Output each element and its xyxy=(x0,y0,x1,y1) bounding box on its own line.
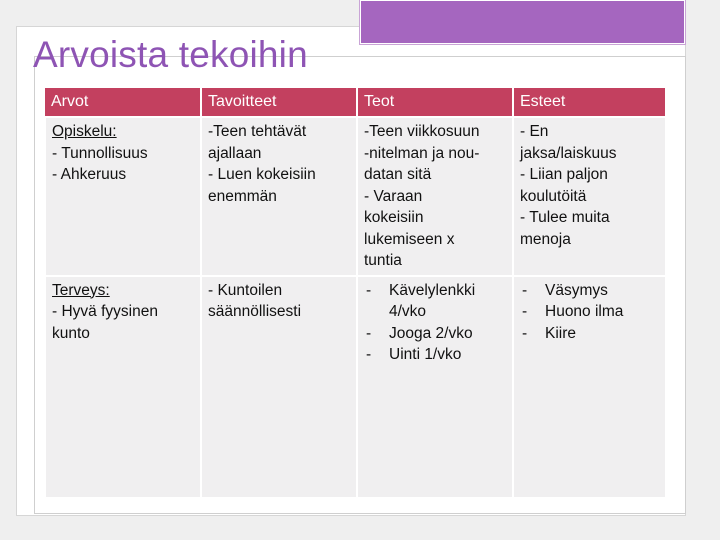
cell-line: -Teen viikkosuun xyxy=(364,123,480,140)
cell-line: menoja xyxy=(520,230,571,248)
dash-list xyxy=(364,280,506,366)
cell-line: ajallaan xyxy=(208,144,262,162)
cell-line: - Tunnollisuus xyxy=(52,144,148,162)
cell-line: - Kuntoilen xyxy=(208,281,283,299)
cell-line: enemmän xyxy=(208,187,277,205)
cell-line: -Teen tehtävät xyxy=(208,123,307,140)
table-row xyxy=(45,276,666,498)
cell-tavoitteet xyxy=(201,276,357,498)
list-item-text: Kävelylenkki xyxy=(389,281,476,299)
cell-line: - Luen kokeisiin xyxy=(208,166,316,183)
list-item xyxy=(364,280,506,323)
cell-line: koulutöitä xyxy=(520,187,587,205)
cell-esteet xyxy=(513,117,666,276)
list-item: - Huono ilma xyxy=(520,301,659,323)
cell-line: - Tulee muita xyxy=(520,209,610,226)
values-table xyxy=(44,88,667,499)
cell-line: tuntia xyxy=(364,252,402,269)
header-tavoitteet: Tavoitteet xyxy=(201,88,357,117)
slide-title: Arvoista tekoihin xyxy=(33,34,308,75)
cell-line: - Liian paljon xyxy=(520,166,608,183)
cell-tavoitteet xyxy=(201,117,357,276)
category-label: Opiskelu: xyxy=(52,123,117,140)
list-item: - Kiire xyxy=(520,323,659,345)
cell-arvot xyxy=(45,276,201,498)
cell-teot xyxy=(357,117,513,276)
cell-line: - Ahkeruus xyxy=(52,166,127,183)
cell-esteet xyxy=(513,276,666,498)
accent-bar xyxy=(360,0,685,44)
category-label: Terveys: xyxy=(52,281,110,299)
list-item: - Uinti 1/vko xyxy=(364,344,506,366)
cell-line: - Hyvä fyysinen xyxy=(52,303,158,320)
list-item: - Jooga 2/vko xyxy=(364,323,506,345)
dash-list xyxy=(520,280,659,345)
cell-line: - En xyxy=(520,123,549,140)
cell-line: lukemiseen x xyxy=(364,230,455,248)
header-row xyxy=(45,88,666,117)
header-teot: Teot xyxy=(357,88,513,117)
cell-arvot xyxy=(45,117,201,276)
cell-line: säännöllisesti xyxy=(208,303,302,320)
table-row xyxy=(45,117,666,276)
header-arvot: Arvot xyxy=(45,88,201,117)
header-esteet: Esteet xyxy=(513,88,666,117)
cell-line: -nitelman ja nou- xyxy=(364,144,480,162)
cell-line: jaksa/laiskuus xyxy=(520,144,617,162)
list-item: - Väsymys xyxy=(520,280,659,302)
cell-line: kunto xyxy=(52,324,90,342)
list-item-text: 4/vko xyxy=(389,303,427,320)
cell-line: - Varaan xyxy=(364,187,423,205)
cell-teot xyxy=(357,276,513,498)
cell-line: datan sitä xyxy=(364,166,432,183)
cell-line: kokeisiin xyxy=(364,209,424,226)
